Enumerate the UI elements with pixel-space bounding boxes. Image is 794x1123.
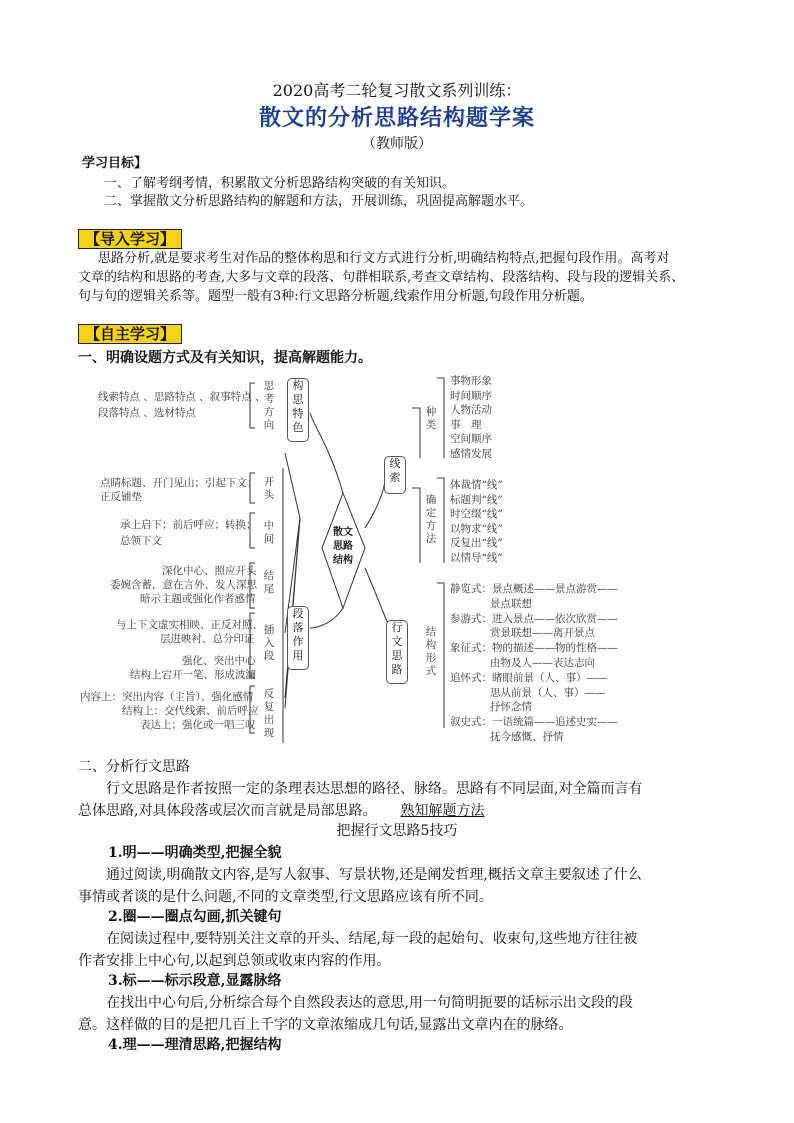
xingwen-form-item: 景点联想 — [490, 597, 532, 610]
duanluo-item: 总领下文 — [120, 535, 162, 547]
xiansuo-type-label: 种 类 — [425, 406, 437, 431]
xiansuo-method-item: 以物求“线” — [450, 522, 503, 535]
duanluo-label-end: 结 尾 — [263, 570, 275, 595]
xiansuo-method-item: 标题判“线” — [450, 493, 503, 506]
tips-subtitle: 把握行文思路5技巧 — [336, 823, 458, 839]
duanluo-item: 结构上宕开一笔、形成波澜 — [130, 669, 256, 681]
intro-heading: 【导入学习】 — [78, 229, 182, 249]
xingwen-form-item: 思从前景（人、事）—— — [490, 686, 606, 699]
xiansuo-method-list — [450, 478, 503, 565]
tip-line: 通过阅读,明确散文内容,是写人叙事、写景状物,还是阐发哲理,概括文章主要叙述了什么 — [106, 867, 642, 883]
duanluo-item: 暗示主题或强化作者感情 — [140, 593, 256, 605]
duanluo-item: 层进映衬、总分印证 — [160, 633, 255, 645]
xingwen-form-item: 赏景联想——离开景点 — [490, 627, 595, 640]
duanluo-item: 表达上；强化或一唱三叹 — [140, 719, 256, 731]
tip-line: 在阅读过程中,要特别关注文章的开头、结尾,每一段的起始句、收束句,这些地方往往被 — [106, 931, 638, 947]
tip-title: 1.明——明确类型,把握全貌 — [108, 845, 282, 861]
goal-item: 一、了解考纲考情，积累散文分析思路结构突破的有关知识。 — [104, 176, 456, 191]
section2-heading: 二、分析行文思路 — [78, 759, 190, 775]
duanluo-label-start: 开 头 — [263, 476, 275, 501]
xingwen-form-item: 由物及人——表达志向 — [490, 656, 595, 669]
goal-item: 二、掌握散文分析思路结构的解题和方法，开展训练，巩固提高解题水平。 — [104, 194, 534, 209]
xingwen-form-item: 追怀式：睹眼前景（人、事）—— — [450, 671, 608, 684]
xingwen-form-list — [450, 582, 618, 745]
xingwen-form-label: 结 构 形 式 — [425, 626, 437, 677]
duanluo-label-repeat: 反 复 出 现 — [263, 688, 275, 739]
intro-line: 文章的结构和思路的考查,大多与文章的段落、句群相联系,考查文章结构、段落结构、段与段的逻辑关系、 — [78, 270, 685, 285]
duanluo-label-middle: 中 间 — [263, 520, 275, 545]
gousi-item: 线索特点 、思路特点 、叙事特点 、 — [98, 391, 266, 403]
duanluo-item: 正反铺垫 — [100, 491, 142, 503]
xiansuo-type-item: 感情发展 — [450, 447, 492, 460]
intro-line: 思路分析,就是要求考生对作品的整体构思和行文方式进行分析,明确结构特点,把握句段作用。高考对 — [98, 251, 670, 266]
xiansuo-type-item: 空间顺序 — [450, 433, 492, 445]
section1-heading: 一、明确设题方式及有关知识，提高解题能力。 — [78, 350, 372, 366]
duanluo-item: 强化、突出中心 — [182, 655, 256, 667]
doc-series-title: 2020高考二轮复习散文系列训练： — [272, 81, 522, 100]
xiansuo-method-item: 体裁情“线” — [450, 479, 503, 491]
intro-line: 句与句的逻辑关系等。题型一般有3种:行文思路分析题,线索作用分析题,句段作用分析题。 — [78, 289, 593, 304]
xiansuo-method-item: 以情导“线” — [450, 551, 503, 564]
goals-heading: 学习目标】 — [82, 156, 148, 171]
tip-line: 在找出中心句后,分析综合每个自然段表达的意思,用一句简明扼要的话标示出文段的段 — [106, 995, 633, 1011]
xingwen-form-item: 抚今感慨、抒情 — [490, 730, 564, 743]
xingwen-form-item: 象征式：物的描述——物的性格—— — [450, 642, 618, 655]
xingwen-form-item: 参游式：进入景点——依次欣赏—— — [450, 612, 618, 625]
duanluo-item: 结构上：交代线索、前后呼应 — [122, 705, 259, 717]
tip-line: 意。这样做的目的是把几百上千字的文章浓缩成几句话,显露出文章内在的脉络。 — [78, 1017, 573, 1033]
duanluo-box: 段 落 作 用 — [287, 606, 309, 670]
duanluo-item: 点睛标题、开门见山；引起下文； — [100, 477, 258, 489]
section2-line-with-link: 总体思路,对具体段落或层次而言就是局部思路。 熟知解题方法 — [78, 803, 485, 819]
doc-main-title: 散文的分析思路结构题学案 — [258, 105, 535, 131]
duanluo-label-insert: 插 入 段 — [263, 624, 275, 662]
center-node: 散文 思路 结构 — [333, 527, 353, 566]
xiansuo-type-item: 时间顺序 — [450, 389, 492, 402]
section2-line: 行文思路是作者按照一定的条理表达思想的路径、脉络。思路有不同层面,对全篇而言有 — [106, 781, 643, 797]
xingwen-form-item: 叙史式：一语统篇——追述史实—— — [450, 716, 618, 729]
xiansuo-method-item: 反复出“线” — [450, 537, 503, 549]
tip-title: 3.标——标示段意,显露脉络 — [108, 973, 282, 989]
method-link[interactable]: 熟知解题方法 — [400, 803, 485, 819]
xiansuo-method-label: 确 定 方 法 — [425, 494, 437, 545]
tip-title: 2.圈——圈点勾画,抓关键句 — [108, 909, 282, 925]
gousi-item: 段落特点 、选材特点 — [98, 407, 196, 419]
duanluo-item: 承上启下；前后呼应；转换； — [120, 519, 257, 531]
doc-edition: （教师版） — [362, 136, 432, 152]
xiansuo-method-item: 时空缀“线” — [450, 508, 503, 520]
gousi-box: 构 思 特 色 — [287, 378, 309, 442]
xiansuo-type-list — [450, 374, 492, 461]
xiansuo-type-item: 人物活动 — [450, 404, 492, 416]
xingwen-form-item: 抒怀念情 — [490, 701, 532, 714]
xingwen-form-item: 静览式：景点概述——景点游赏—— — [450, 583, 618, 595]
duanluo-item: 与上下文虚实相映、正反对照、 — [116, 619, 263, 631]
mind-map — [0, 368, 794, 748]
duanluo-item: 深化中心、照应开头 — [162, 565, 257, 577]
self-study-heading: 【自主学习】 — [78, 324, 182, 344]
xiansuo-type-item: 事 理 — [450, 418, 482, 431]
xiansuo-type-item: 事物形象 — [450, 375, 492, 387]
tip-line: 事情或者谈的是什么问题,不同的文章类型,行文思路应该有所不同。 — [78, 889, 493, 905]
xingwen-box: 行 文 思 路 — [386, 620, 408, 684]
duanluo-item: 内容上：突出内容（主旨）、强化感情 — [80, 691, 254, 703]
duanluo-item: 委婉含蓄，意在言外、发人深思 — [110, 579, 257, 591]
tip-title: 4.理——理清思路,把握结构 — [108, 1037, 282, 1053]
tip-line: 作者安排上中心句,以起到总领或收束内容的作用。 — [78, 953, 391, 969]
xiansuo-box: 线 索 — [384, 456, 406, 494]
gousi-side-label: 思 考 方 向 — [263, 380, 275, 431]
